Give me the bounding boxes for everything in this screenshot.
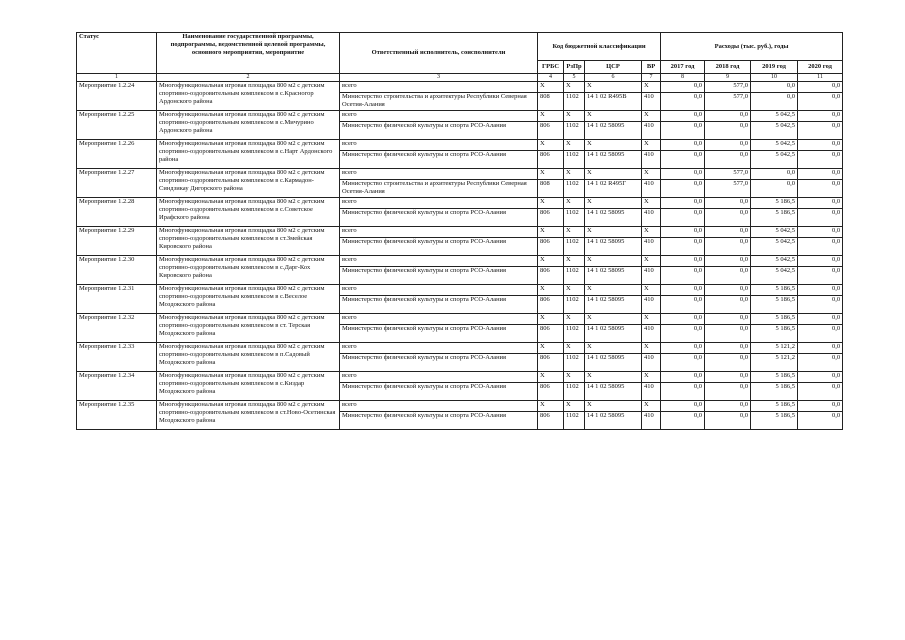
amount-cell: 0,0 [798, 412, 843, 430]
measure-status: Мероприятие 1.2.33 [77, 343, 157, 372]
rzpr-cell: X [564, 256, 585, 267]
measure-status: Мероприятие 1.2.34 [77, 372, 157, 401]
total-label: всего [340, 343, 538, 354]
header-grbs: ГРБС [538, 61, 564, 74]
amount-cell: 0,0 [661, 412, 705, 430]
vr-cell: 410 [642, 383, 661, 401]
header-2018: 2018 год [705, 61, 751, 74]
amount-cell: 0,0 [661, 372, 705, 383]
grbs-cell: 808 [538, 180, 564, 198]
csr-cell: X [585, 256, 642, 267]
rzpr-cell: X [564, 198, 585, 209]
amount-cell: 0,0 [661, 93, 705, 111]
total-label: всего [340, 82, 538, 93]
grbs-cell: X [538, 198, 564, 209]
grbs-cell: X [538, 227, 564, 238]
column-number: 8 [661, 74, 705, 82]
rzpr-cell: X [564, 343, 585, 354]
csr-cell: X [585, 227, 642, 238]
amount-cell: 0,0 [705, 325, 751, 343]
vr-cell: 410 [642, 151, 661, 169]
total-label: всего [340, 227, 538, 238]
vr-cell: 410 [642, 412, 661, 430]
rzpr-cell: 1102 [564, 151, 585, 169]
table-row [77, 314, 843, 325]
csr-cell: X [585, 372, 642, 383]
amount-cell: 0,0 [661, 314, 705, 325]
executor-label: Министерство физической культуры и спорта РСО-Алания [340, 383, 538, 401]
amount-cell: 0,0 [705, 285, 751, 296]
measure-name: Многофункциональная игровая площадка 800 м2 с детским спортивно-оздоровительным комплексом в с.Киздар Моздокского района [157, 372, 340, 401]
column-number: 6 [585, 74, 642, 82]
amount-cell: 0,0 [798, 285, 843, 296]
amount-cell: 5 186,5 [751, 401, 798, 412]
amount-cell: 0,0 [798, 314, 843, 325]
amount-cell: 0,0 [661, 151, 705, 169]
measure-name: Многофункциональная игровая площадка 800 м2 с детским спортивно-оздоровительным комплексом в с.Мичурино Ардонского района [157, 111, 340, 140]
table-row [77, 227, 843, 238]
rzpr-cell: X [564, 82, 585, 93]
amount-cell: 0,0 [798, 82, 843, 93]
grbs-cell: 806 [538, 238, 564, 256]
csr-cell: 14 1 02 58095 [585, 122, 642, 140]
amount-cell: 0,0 [798, 122, 843, 140]
measure-status: Мероприятие 1.2.27 [77, 169, 157, 198]
amount-cell: 0,0 [798, 372, 843, 383]
amount-cell: 0,0 [661, 209, 705, 227]
amount-cell: 0,0 [751, 169, 798, 180]
amount-cell: 5 186,5 [751, 209, 798, 227]
rzpr-cell: 1102 [564, 296, 585, 314]
table-row [77, 82, 843, 93]
total-label: всего [340, 169, 538, 180]
amount-cell: 5 042,5 [751, 140, 798, 151]
amount-cell: 0,0 [798, 93, 843, 111]
amount-cell: 0,0 [705, 209, 751, 227]
amount-cell: 0,0 [661, 227, 705, 238]
executor-label: Министерство физической культуры и спорта РСО-Алания [340, 412, 538, 430]
grbs-cell: X [538, 256, 564, 267]
table-row [77, 343, 843, 354]
vr-cell: X [642, 285, 661, 296]
grbs-cell: 806 [538, 267, 564, 285]
column-number: 11 [798, 74, 843, 82]
amount-cell: 0,0 [661, 383, 705, 401]
vr-cell: X [642, 169, 661, 180]
amount-cell: 5 186,5 [751, 296, 798, 314]
vr-cell: 410 [642, 325, 661, 343]
table-row [77, 401, 843, 412]
grbs-cell: 806 [538, 383, 564, 401]
amount-cell: 5 186,5 [751, 314, 798, 325]
executor-label: Министерство строительства и архитектуры Республики Северная Осетия-Алания [340, 180, 538, 198]
table-row [77, 198, 843, 209]
grbs-cell: 806 [538, 296, 564, 314]
csr-cell: 14 1 02 R495Г [585, 180, 642, 198]
budget-table [76, 32, 843, 430]
vr-cell: 410 [642, 93, 661, 111]
rzpr-cell: 1102 [564, 383, 585, 401]
vr-cell: 410 [642, 296, 661, 314]
amount-cell: 0,0 [661, 325, 705, 343]
total-label: всего [340, 111, 538, 122]
total-label: всего [340, 140, 538, 151]
header-budget-code: Код бюджетной классификации [538, 33, 661, 61]
amount-cell: 5 042,5 [751, 227, 798, 238]
header-rzpr: РзПр [564, 61, 585, 74]
measure-name: Многофункциональная игровая площадка 800 м2 с детским спортивно-оздоровительным комплексом в с.Дарг-Кох Кировского района [157, 256, 340, 285]
amount-cell: 0,0 [705, 412, 751, 430]
vr-cell: X [642, 227, 661, 238]
amount-cell: 577,0 [705, 93, 751, 111]
vr-cell: 410 [642, 354, 661, 372]
vr-cell: X [642, 372, 661, 383]
header-status: Статус [77, 33, 157, 74]
amount-cell: 0,0 [798, 238, 843, 256]
executor-label: Министерство физической культуры и спорта РСО-Алания [340, 325, 538, 343]
vr-cell: 410 [642, 267, 661, 285]
rzpr-cell: 1102 [564, 354, 585, 372]
amount-cell: 0,0 [705, 122, 751, 140]
executor-label: Министерство строительства и архитектуры Республики Северная Осетия-Алания [340, 93, 538, 111]
grbs-cell: 806 [538, 412, 564, 430]
header-vr: ВР [642, 61, 661, 74]
amount-cell: 5 042,5 [751, 267, 798, 285]
table-row [77, 285, 843, 296]
grbs-cell: 806 [538, 122, 564, 140]
measure-status: Мероприятие 1.2.30 [77, 256, 157, 285]
measure-status: Мероприятие 1.2.25 [77, 111, 157, 140]
measure-name: Многофункциональная игровая площадка 800 м2 с детским спортивно-оздоровительным комплексом в п.Садовый Моздокского района [157, 343, 340, 372]
amount-cell: 0,0 [798, 140, 843, 151]
csr-cell: 14 1 02 58095 [585, 412, 642, 430]
csr-cell: 14 1 02 58095 [585, 354, 642, 372]
grbs-cell: 808 [538, 93, 564, 111]
amount-cell: 0,0 [798, 256, 843, 267]
csr-cell: X [585, 82, 642, 93]
header-responsible: Ответственный исполнитель, соисполнители [340, 33, 538, 74]
measure-name: Многофункциональная игровая площадка 800 м2 с детским спортивно-оздоровительным комплексом в ст.Ново-Осетинская Моздокского района [157, 401, 340, 430]
table-row [77, 169, 843, 180]
rzpr-cell: 1102 [564, 267, 585, 285]
rzpr-cell: 1102 [564, 412, 585, 430]
amount-cell: 0,0 [661, 343, 705, 354]
amount-cell: 0,0 [798, 111, 843, 122]
amount-cell: 0,0 [661, 238, 705, 256]
amount-cell: 5 186,5 [751, 325, 798, 343]
header-csr: ЦСР [585, 61, 642, 74]
grbs-cell: X [538, 169, 564, 180]
amount-cell: 5 186,5 [751, 372, 798, 383]
csr-cell: X [585, 285, 642, 296]
grbs-cell: X [538, 401, 564, 412]
amount-cell: 0,0 [798, 354, 843, 372]
header-2017: 2017 год [661, 61, 705, 74]
csr-cell: X [585, 401, 642, 412]
vr-cell: X [642, 401, 661, 412]
amount-cell: 0,0 [798, 209, 843, 227]
grbs-cell: 806 [538, 354, 564, 372]
amount-cell: 5 042,5 [751, 256, 798, 267]
column-number: 5 [564, 74, 585, 82]
amount-cell: 0,0 [798, 401, 843, 412]
table-row [77, 111, 843, 122]
amount-cell: 5 042,5 [751, 151, 798, 169]
table-row [77, 140, 843, 151]
vr-cell: 410 [642, 180, 661, 198]
csr-cell: 14 1 02 58095 [585, 296, 642, 314]
vr-cell: X [642, 314, 661, 325]
measure-name: Многофункциональная игровая площадка 800 м2 с детским спортивно-оздоровительным комплексом в с.Советское Ирафского района [157, 198, 340, 227]
grbs-cell: 806 [538, 151, 564, 169]
amount-cell: 0,0 [661, 267, 705, 285]
executor-label: Министерство физической культуры и спорта РСО-Алания [340, 354, 538, 372]
amount-cell: 577,0 [705, 180, 751, 198]
measure-name: Многофункциональная игровая площадка 800 м2 с детским спортивно-оздоровительным комплексом в с.Веселое Моздокского района [157, 285, 340, 314]
header-2019: 2019 год [751, 61, 798, 74]
grbs-cell: X [538, 111, 564, 122]
csr-cell: 14 1 02 58095 [585, 383, 642, 401]
rzpr-cell: X [564, 140, 585, 151]
rzpr-cell: 1102 [564, 122, 585, 140]
column-number: 7 [642, 74, 661, 82]
column-number: 10 [751, 74, 798, 82]
rzpr-cell: X [564, 314, 585, 325]
csr-cell: 14 1 02 R495В [585, 93, 642, 111]
amount-cell: 0,0 [661, 111, 705, 122]
total-label: всего [340, 314, 538, 325]
amount-cell: 0,0 [705, 383, 751, 401]
amount-cell: 0,0 [661, 122, 705, 140]
vr-cell: X [642, 343, 661, 354]
measure-status: Мероприятие 1.2.31 [77, 285, 157, 314]
vr-cell: X [642, 140, 661, 151]
measure-name: Многофункциональная игровая площадка 800 м2 с детским спортивно-оздоровительным комплексом в ст. Терская Моздокского района [157, 314, 340, 343]
measure-status: Мероприятие 1.2.35 [77, 401, 157, 430]
amount-cell: 0,0 [705, 267, 751, 285]
amount-cell: 5 042,5 [751, 111, 798, 122]
amount-cell: 0,0 [661, 285, 705, 296]
total-label: всего [340, 372, 538, 383]
column-number: 1 [77, 74, 157, 82]
header-2020: 2020 год [798, 61, 843, 74]
amount-cell: 0,0 [661, 354, 705, 372]
column-number: 3 [340, 74, 538, 82]
executor-label: Министерство физической культуры и спорта РСО-Алания [340, 151, 538, 169]
rzpr-cell: X [564, 285, 585, 296]
amount-cell: 0,0 [798, 343, 843, 354]
amount-cell: 0,0 [705, 256, 751, 267]
csr-cell: X [585, 314, 642, 325]
executor-label: Министерство физической культуры и спорта РСО-Алания [340, 267, 538, 285]
amount-cell: 5 186,5 [751, 383, 798, 401]
amount-cell: 0,0 [798, 169, 843, 180]
csr-cell: 14 1 02 58095 [585, 151, 642, 169]
total-label: всего [340, 401, 538, 412]
amount-cell: 0,0 [661, 198, 705, 209]
grbs-cell: X [538, 343, 564, 354]
amount-cell: 0,0 [751, 93, 798, 111]
amount-cell: 577,0 [705, 169, 751, 180]
rzpr-cell: 1102 [564, 93, 585, 111]
grbs-cell: X [538, 285, 564, 296]
amount-cell: 0,0 [705, 198, 751, 209]
amount-cell: 0,0 [705, 296, 751, 314]
rzpr-cell: 1102 [564, 209, 585, 227]
vr-cell: X [642, 256, 661, 267]
amount-cell: 5 186,5 [751, 412, 798, 430]
measure-status: Мероприятие 1.2.24 [77, 82, 157, 111]
csr-cell: 14 1 02 58095 [585, 238, 642, 256]
amount-cell: 0,0 [798, 198, 843, 209]
amount-cell: 0,0 [661, 401, 705, 412]
amount-cell: 0,0 [705, 238, 751, 256]
amount-cell: 5 186,5 [751, 285, 798, 296]
amount-cell: 0,0 [661, 82, 705, 93]
amount-cell: 0,0 [661, 140, 705, 151]
amount-cell: 0,0 [751, 82, 798, 93]
executor-label: Министерство физической культуры и спорта РСО-Алания [340, 122, 538, 140]
measure-status: Мероприятие 1.2.28 [77, 198, 157, 227]
vr-cell: X [642, 82, 661, 93]
csr-cell: 14 1 02 58095 [585, 209, 642, 227]
csr-cell: X [585, 111, 642, 122]
amount-cell: 0,0 [705, 227, 751, 238]
measure-status: Мероприятие 1.2.29 [77, 227, 157, 256]
amount-cell: 0,0 [661, 256, 705, 267]
amount-cell: 5 121,2 [751, 354, 798, 372]
amount-cell: 0,0 [705, 151, 751, 169]
amount-cell: 0,0 [798, 180, 843, 198]
vr-cell: 410 [642, 122, 661, 140]
csr-cell: X [585, 343, 642, 354]
grbs-cell: 806 [538, 209, 564, 227]
amount-cell: 0,0 [798, 296, 843, 314]
amount-cell: 0,0 [661, 296, 705, 314]
rzpr-cell: 1102 [564, 180, 585, 198]
amount-cell: 0,0 [705, 140, 751, 151]
column-number: 9 [705, 74, 751, 82]
amount-cell: 0,0 [751, 180, 798, 198]
amount-cell: 0,0 [705, 111, 751, 122]
header-name: Наименование государственной программы, подпрограммы, ведомственной целевой программы, основного мероприятия, мероприятие [157, 33, 340, 74]
rzpr-cell: 1102 [564, 325, 585, 343]
amount-cell: 0,0 [798, 151, 843, 169]
amount-cell: 5 186,5 [751, 198, 798, 209]
csr-cell: X [585, 140, 642, 151]
measure-name: Многофункциональная игровая площадка 800 м2 с детским спортивно-оздоровительным комплексом в с.Кармадон-Синдзикау Дигорского района [157, 169, 340, 198]
grbs-cell: X [538, 82, 564, 93]
measure-status: Мероприятие 1.2.32 [77, 314, 157, 343]
grbs-cell: X [538, 314, 564, 325]
rzpr-cell: X [564, 401, 585, 412]
amount-cell: 0,0 [705, 354, 751, 372]
column-number: 2 [157, 74, 340, 82]
executor-label: Министерство физической культуры и спорта РСО-Алания [340, 296, 538, 314]
rzpr-cell: X [564, 372, 585, 383]
rzpr-cell: X [564, 227, 585, 238]
rzpr-cell: 1102 [564, 238, 585, 256]
measure-name: Многофункциональная игровая площадка 800 м2 с детским спортивно-оздоровительным комплексом в с.Красногор Ардонского района [157, 82, 340, 111]
header-expenses: Расходы (тыс. руб.), годы [661, 33, 843, 61]
executor-label: Министерство физической культуры и спорта РСО-Алания [340, 238, 538, 256]
csr-cell: X [585, 198, 642, 209]
total-label: всего [340, 198, 538, 209]
amount-cell: 577,0 [705, 82, 751, 93]
amount-cell: 0,0 [705, 314, 751, 325]
amount-cell: 0,0 [661, 169, 705, 180]
grbs-cell: X [538, 372, 564, 383]
grbs-cell: X [538, 140, 564, 151]
rzpr-cell: X [564, 111, 585, 122]
amount-cell: 0,0 [798, 383, 843, 401]
amount-cell: 5 042,5 [751, 122, 798, 140]
amount-cell: 5 121,2 [751, 343, 798, 354]
vr-cell: 410 [642, 209, 661, 227]
csr-cell: 14 1 02 58095 [585, 325, 642, 343]
amount-cell: 0,0 [798, 325, 843, 343]
column-numbers-row [77, 74, 843, 82]
rzpr-cell: X [564, 169, 585, 180]
amount-cell: 0,0 [705, 372, 751, 383]
amount-cell: 0,0 [798, 267, 843, 285]
csr-cell: 14 1 02 58095 [585, 267, 642, 285]
vr-cell: X [642, 111, 661, 122]
grbs-cell: 806 [538, 325, 564, 343]
amount-cell: 0,0 [705, 343, 751, 354]
amount-cell: 0,0 [798, 227, 843, 238]
total-label: всего [340, 256, 538, 267]
amount-cell: 0,0 [661, 180, 705, 198]
vr-cell: X [642, 198, 661, 209]
table-body [77, 82, 843, 430]
table-row [77, 372, 843, 383]
amount-cell: 0,0 [705, 401, 751, 412]
total-label: всего [340, 285, 538, 296]
csr-cell: X [585, 169, 642, 180]
table-row [77, 256, 843, 267]
vr-cell: 410 [642, 238, 661, 256]
measure-status: Мероприятие 1.2.26 [77, 140, 157, 169]
measure-name: Многофункциональная игровая площадка 800 м2 с детским спортивно-оздоровительным комплексом в с.Нарт Ардонского района [157, 140, 340, 169]
measure-name: Многофункциональная игровая площадка 800 м2 с детским спортивно-оздоровительным комплексом в ст.Змейская Кировского района [157, 227, 340, 256]
column-number: 4 [538, 74, 564, 82]
executor-label: Министерство физической культуры и спорта РСО-Алания [340, 209, 538, 227]
amount-cell: 5 042,5 [751, 238, 798, 256]
